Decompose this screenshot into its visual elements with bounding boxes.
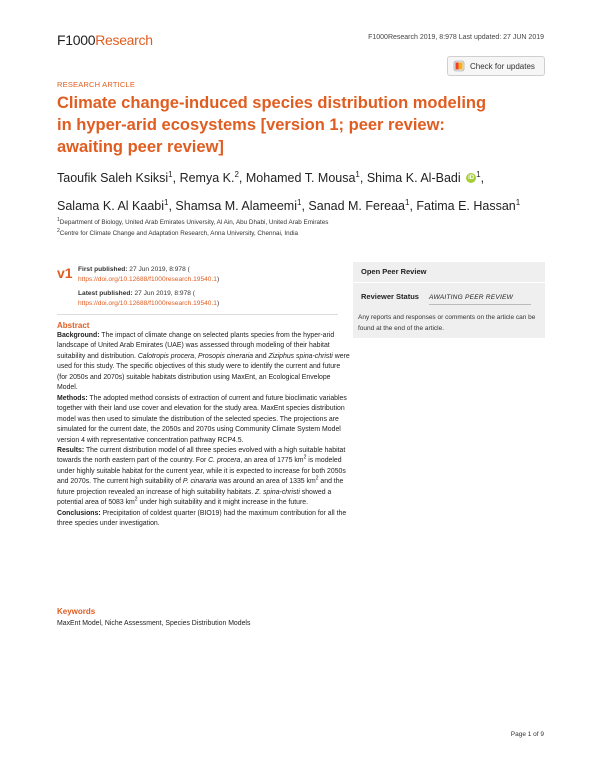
affiliation-marker: 1 bbox=[57, 217, 60, 223]
author-affiliation-marker: 1 bbox=[297, 197, 302, 207]
check-updates-icon bbox=[453, 60, 465, 72]
section-label: Methods: bbox=[57, 394, 88, 402]
author-name[interactable]: Remya K. bbox=[179, 171, 235, 186]
affiliation-2 bbox=[57, 228, 298, 237]
abstract-results: Results: The current distribution model of all three species evolved with a high suitable habitat towards the north eastern part of the country. For C. procera, an area of 1775 $km^2$ is modeled under highly suitable habitat for the current year, while it is expected to increase for both 2050s and 2070s. The current high suitability of P. cinararia was around an area of 1335 $km^2$ and the future projection revealed an increase of high suitability habitats. Z. spina-christi showed a potential area of 5083 $km^2$ under high suitability and it might increase in the future. bbox=[57, 446, 346, 507]
author-affiliation-marker: 2 bbox=[234, 170, 239, 179]
author-line-2: Salama K. Al Kaabi$^1$, Shamsa M. Alameemi$^1$, Sanad M. Fereaa$^1$, Fatima E. Hassan$^1$ bbox=[57, 197, 521, 213]
abstract-body bbox=[57, 331, 351, 530]
affiliation-text: Centre for Climate Change and Adaptation Research, Anna University, Chennai, India bbox=[59, 230, 299, 238]
author-affiliation-marker: 1 bbox=[515, 197, 521, 207]
divider bbox=[57, 314, 338, 315]
author-name[interactable]: Shima K. Al-Badi bbox=[366, 171, 461, 186]
latest-published-date: 27 Jun 2019, 8:978 ( bbox=[134, 290, 195, 297]
open-peer-review-title: Open Peer Review bbox=[361, 267, 427, 276]
section-label: Background: bbox=[57, 332, 100, 339]
keywords-heading: Keywords bbox=[57, 607, 96, 616]
section-label: Results: bbox=[57, 446, 85, 454]
first-published-label: First published: bbox=[78, 266, 128, 273]
affiliation-marker: 2 bbox=[57, 228, 60, 234]
journal-logo bbox=[57, 32, 153, 46]
page-number: Page 1 of 9 bbox=[510, 731, 544, 738]
author-name[interactable]: Sanad M. Fereaa bbox=[308, 198, 405, 213]
author-name[interactable]: Fatima E. Hassan bbox=[416, 198, 516, 213]
latest-published-doi-link[interactable]: https://doi.org/10.12688/f1000research.19540.1 bbox=[78, 299, 217, 307]
article-type: RESEARCH ARTICLE bbox=[57, 80, 136, 89]
review-note: Any reports and responses or comments on the article can be found at the end of the article. bbox=[358, 314, 536, 332]
abstract-background: Background: The impact of climate change on selected plants species from the hyper-arid landscape of United Arab Emirates (UAE) was assessed through modeling of their habitat suitability and distribution. Calotropis procera, Prosopis cineraria and Ziziphus spina-christi were used for this study. The specific objectives of this study were to identify the current and future (for 2050s and 2070s) suitable habitats distribution using MaxEnt, an Ecological Envelope Model. bbox=[57, 332, 350, 392]
keywords-list: MaxEnt Model, Niche Assessment, Species Distribution Models bbox=[57, 620, 251, 627]
affiliation-1 bbox=[57, 217, 328, 226]
section-label: Conclusions: bbox=[57, 509, 101, 517]
version-label: v1 bbox=[57, 265, 73, 281]
affiliation-text: Department of Biology, United Arab Emirates University, Al Ain, Abu Dhabi, United Arab Emirates bbox=[59, 219, 329, 227]
check-for-updates-button[interactable] bbox=[447, 56, 545, 76]
author-affiliation-marker: 1 bbox=[476, 170, 481, 179]
logo-f1000: F1000 bbox=[57, 32, 96, 48]
author-affiliation-marker: 1 bbox=[405, 197, 410, 207]
orcid-icon[interactable]: iD bbox=[468, 175, 475, 182]
latest-published-label: Latest published: bbox=[78, 290, 133, 297]
author-affiliation-marker: 1 bbox=[355, 170, 360, 179]
paren-close: ) bbox=[216, 275, 220, 283]
paren-close: ) bbox=[216, 299, 220, 307]
header-meta: F1000Research 2019, 8:978 Last updated: 27 JUN 2019 bbox=[368, 34, 544, 41]
abstract-methods: Methods: The adopted method consists of extraction of current and future bioclimatic variables together with their land use cover and elevation for the study area. MaxEnt species distribution model was then used to simulate the distribution of the selected species. The projections are simulated for the current date, the 2050s and 2070s using Community Climate System Model version 4 with representative concentration pathway RCP4.5. bbox=[57, 394, 347, 444]
author-name[interactable]: Mohamed T. Mousa bbox=[245, 171, 356, 186]
author-affiliation-marker: 1 bbox=[168, 170, 173, 179]
first-published-doi-link[interactable]: https://doi.org/10.12688/f1000research.19540.1 bbox=[78, 275, 217, 283]
author-list bbox=[57, 163, 547, 218]
author-line-1: Taoufik Saleh Ksiksi$^1$, Remya K.$^2$, Mohamed T. Mousa$^1$, Shima K. Al-Badi iD $^1$, bbox=[57, 170, 485, 186]
reviewer-status-value: AWAITING PEER REVIEW bbox=[429, 294, 513, 301]
author-affiliation-marker: 1 bbox=[164, 197, 169, 207]
divider bbox=[353, 282, 545, 283]
abstract-conclusions: Conclusions: Precipitation of coldest quarter (BIO19) had the maximum contribution for all the three species under investigation. bbox=[57, 509, 347, 528]
author-name[interactable]: Salama K. Al Kaabi bbox=[57, 198, 165, 213]
article-title: Climate change-induced species distribution modeling in hyper-arid ecosystems [version 1; peer review: awaiting peer review] bbox=[57, 94, 487, 156]
logo-research: Research bbox=[95, 32, 153, 48]
check-updates-label: Check for updates bbox=[470, 61, 535, 71]
reviewer-status-label: Reviewer Status bbox=[361, 292, 419, 301]
latest-published bbox=[78, 289, 219, 308]
divider bbox=[429, 304, 531, 305]
first-published bbox=[78, 265, 219, 284]
abstract-heading: Abstract bbox=[57, 321, 90, 330]
author-name[interactable]: Taoufik Saleh Ksiksi bbox=[57, 171, 169, 186]
author-name[interactable]: Shamsa M. Alameemi bbox=[175, 198, 297, 213]
first-published-date: 27 Jun 2019, 8:978 ( bbox=[129, 266, 190, 273]
